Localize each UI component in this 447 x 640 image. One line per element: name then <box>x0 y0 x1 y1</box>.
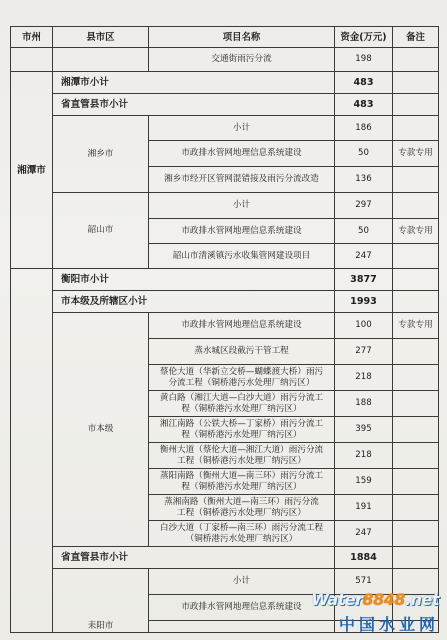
note-cell <box>393 48 439 72</box>
project-line-1: 白沙大道（丁家桥—南三环）雨污分流工程 <box>159 522 324 533</box>
funds-cell: 395 <box>335 417 393 443</box>
note-cell <box>393 443 439 469</box>
note-cell <box>393 116 439 141</box>
note-cell <box>393 495 439 521</box>
subtotal-label: 省直管县市小计 <box>53 94 335 116</box>
note-cell <box>393 339 439 365</box>
city-cell-xiangtan: 湘潭市 <box>11 72 53 269</box>
county-cell-empty <box>53 48 149 72</box>
funds-cell: 571 <box>335 569 393 595</box>
funds-cell: 50 <box>335 141 393 167</box>
funds-cell: 1884 <box>335 547 393 569</box>
funds-cell: 136 <box>335 167 393 193</box>
project-line-1: 蔡伦大道（华新立交桥—蝴蝶渡大桥）雨污 <box>159 366 324 377</box>
header-project: 项目名称 <box>149 27 335 48</box>
subtotal-row <box>11 72 439 94</box>
funds-cell: 186 <box>335 116 393 141</box>
project-cell <box>149 469 335 495</box>
funds-cell: 1993 <box>335 291 393 313</box>
note-cell: 专款专用 <box>393 141 439 167</box>
city-cell-hengyang <box>11 269 53 633</box>
header-note: 备注 <box>393 27 439 48</box>
note-cell <box>393 167 439 193</box>
funds-cell: 198 <box>335 48 393 72</box>
project-line-2: 程（铜桥港污水处理厂纳污区） <box>181 429 302 440</box>
funds-cell: 247 <box>335 521 393 547</box>
project-cell: 韶山市清溪镇污水收集管网建设项目 <box>149 244 335 269</box>
funds-cell: 218 <box>335 365 393 391</box>
county-cell-leiyang: 耒阳市 <box>53 569 149 633</box>
site-watermark <box>310 588 445 638</box>
project-cell: 交通街雨污分流 <box>149 48 335 72</box>
project-cell <box>149 391 335 417</box>
project-cell: 小计 <box>149 193 335 219</box>
county-cell-shaoshan: 韶山市 <box>53 193 149 269</box>
project-line-2: 程（铜桥港污水处理厂纳污区） <box>181 481 302 492</box>
project-line-1: 黄白路（湘江大道—白沙大道）雨污分流工 <box>159 392 324 403</box>
note-cell <box>393 291 439 313</box>
funds-cell: 50 <box>335 219 393 244</box>
project-cell <box>149 495 335 521</box>
watermark-chinese-name: 中国水业网 <box>338 615 439 634</box>
subtotal-label: 省直管县市小计 <box>53 547 335 569</box>
city-cell-empty <box>11 48 53 72</box>
funds-cell: 218 <box>335 443 393 469</box>
header-county: 县市区 <box>53 27 149 48</box>
funds-cell: 191 <box>335 495 393 521</box>
project-line-1: 湘江南路（公铁大桥—丁家桥）雨污分流工 <box>159 418 324 429</box>
note-cell: 专款专用 <box>393 219 439 244</box>
budget-table <box>10 26 439 633</box>
subtotal-row <box>11 269 439 291</box>
project-line-2: 程（铜桥港污水处理厂纳污区） <box>181 403 302 414</box>
project-line-1: 蒸湘南路（衡州大道—南三环）雨污分流 <box>164 496 319 507</box>
note-cell <box>393 193 439 219</box>
watermark-number: 8848 <box>362 590 406 609</box>
header-city: 市州 <box>11 27 53 48</box>
project-cell: 蒸水城区段截污干管工程 <box>149 339 335 365</box>
note-cell <box>393 391 439 417</box>
project-line-1: 蒸阳南路（衡州大道—南三环）雨污分流工 <box>159 470 324 481</box>
table-row <box>11 48 439 72</box>
funds-cell: 277 <box>335 339 393 365</box>
subtotal-row <box>11 547 439 569</box>
project-cell: 湘乡市经开区管网混错接及雨污分流改造 <box>149 167 335 193</box>
watermark-logo-text <box>311 590 439 609</box>
table-row <box>11 116 439 141</box>
project-line-2: 工程（铜桥港污水处理厂纳污区） <box>177 455 306 466</box>
funds-cell: 100 <box>335 313 393 339</box>
funds-cell: 159 <box>335 469 393 495</box>
note-cell <box>393 547 439 569</box>
subtotal-label: 市本级及所辖区小计 <box>53 291 335 313</box>
project-cell: 市政排水管网地理信息系统建设 <box>149 313 335 339</box>
note-cell <box>393 94 439 116</box>
header-funds: 资金(万元) <box>335 27 393 48</box>
funds-cell: 3877 <box>335 269 393 291</box>
project-cell <box>149 417 335 443</box>
note-cell <box>393 244 439 269</box>
watermark-domain: .net <box>405 590 439 609</box>
subtotal-row <box>11 94 439 116</box>
project-line-2: 分流工程（铜桥港污水处理厂纳污区） <box>168 377 315 388</box>
project-cell: 市政排水管网地理信息系统建设 <box>149 141 335 167</box>
funds-cell: 483 <box>335 72 393 94</box>
project-cell <box>149 521 335 547</box>
county-cell-shibenji: 市本级 <box>53 313 149 547</box>
note-cell <box>393 521 439 547</box>
note-cell <box>393 72 439 94</box>
funds-cell: 483 <box>335 94 393 116</box>
note-cell <box>393 469 439 495</box>
funds-cell: 297 <box>335 193 393 219</box>
project-cell <box>149 621 335 633</box>
project-cell <box>149 443 335 469</box>
table-header-row <box>11 27 439 48</box>
subtotal-label: 衡阳市小计 <box>53 269 335 291</box>
watermark-word-water: Water <box>311 590 363 609</box>
note-cell <box>393 269 439 291</box>
project-cell: 市政排水管网地理信息系统建设 <box>149 219 335 244</box>
county-cell-xiangxiang: 湘乡市 <box>53 116 149 193</box>
project-line-2: （铜桥港污水处理厂纳污区） <box>185 533 298 544</box>
note-cell: 专款专用 <box>393 313 439 339</box>
project-line-2: 工程（铜桥港污水处理厂纳污区） <box>177 507 306 518</box>
project-cell: 小计 <box>149 116 335 141</box>
funds-cell: 247 <box>335 244 393 269</box>
note-cell <box>393 365 439 391</box>
subtotal-label: 湘潭市小计 <box>53 72 335 94</box>
project-line-1: 衡州大道（蔡伦大道—湘江大道）雨污分流 <box>159 444 324 455</box>
table-row <box>11 193 439 219</box>
funds-cell: 188 <box>335 391 393 417</box>
project-cell <box>149 365 335 391</box>
note-cell <box>393 417 439 443</box>
subtotal-row <box>11 291 439 313</box>
table-row <box>11 313 439 339</box>
project-cell: 小计 <box>149 569 335 595</box>
project-cell: 市政排水管网地理信息系统建设 <box>149 595 335 621</box>
